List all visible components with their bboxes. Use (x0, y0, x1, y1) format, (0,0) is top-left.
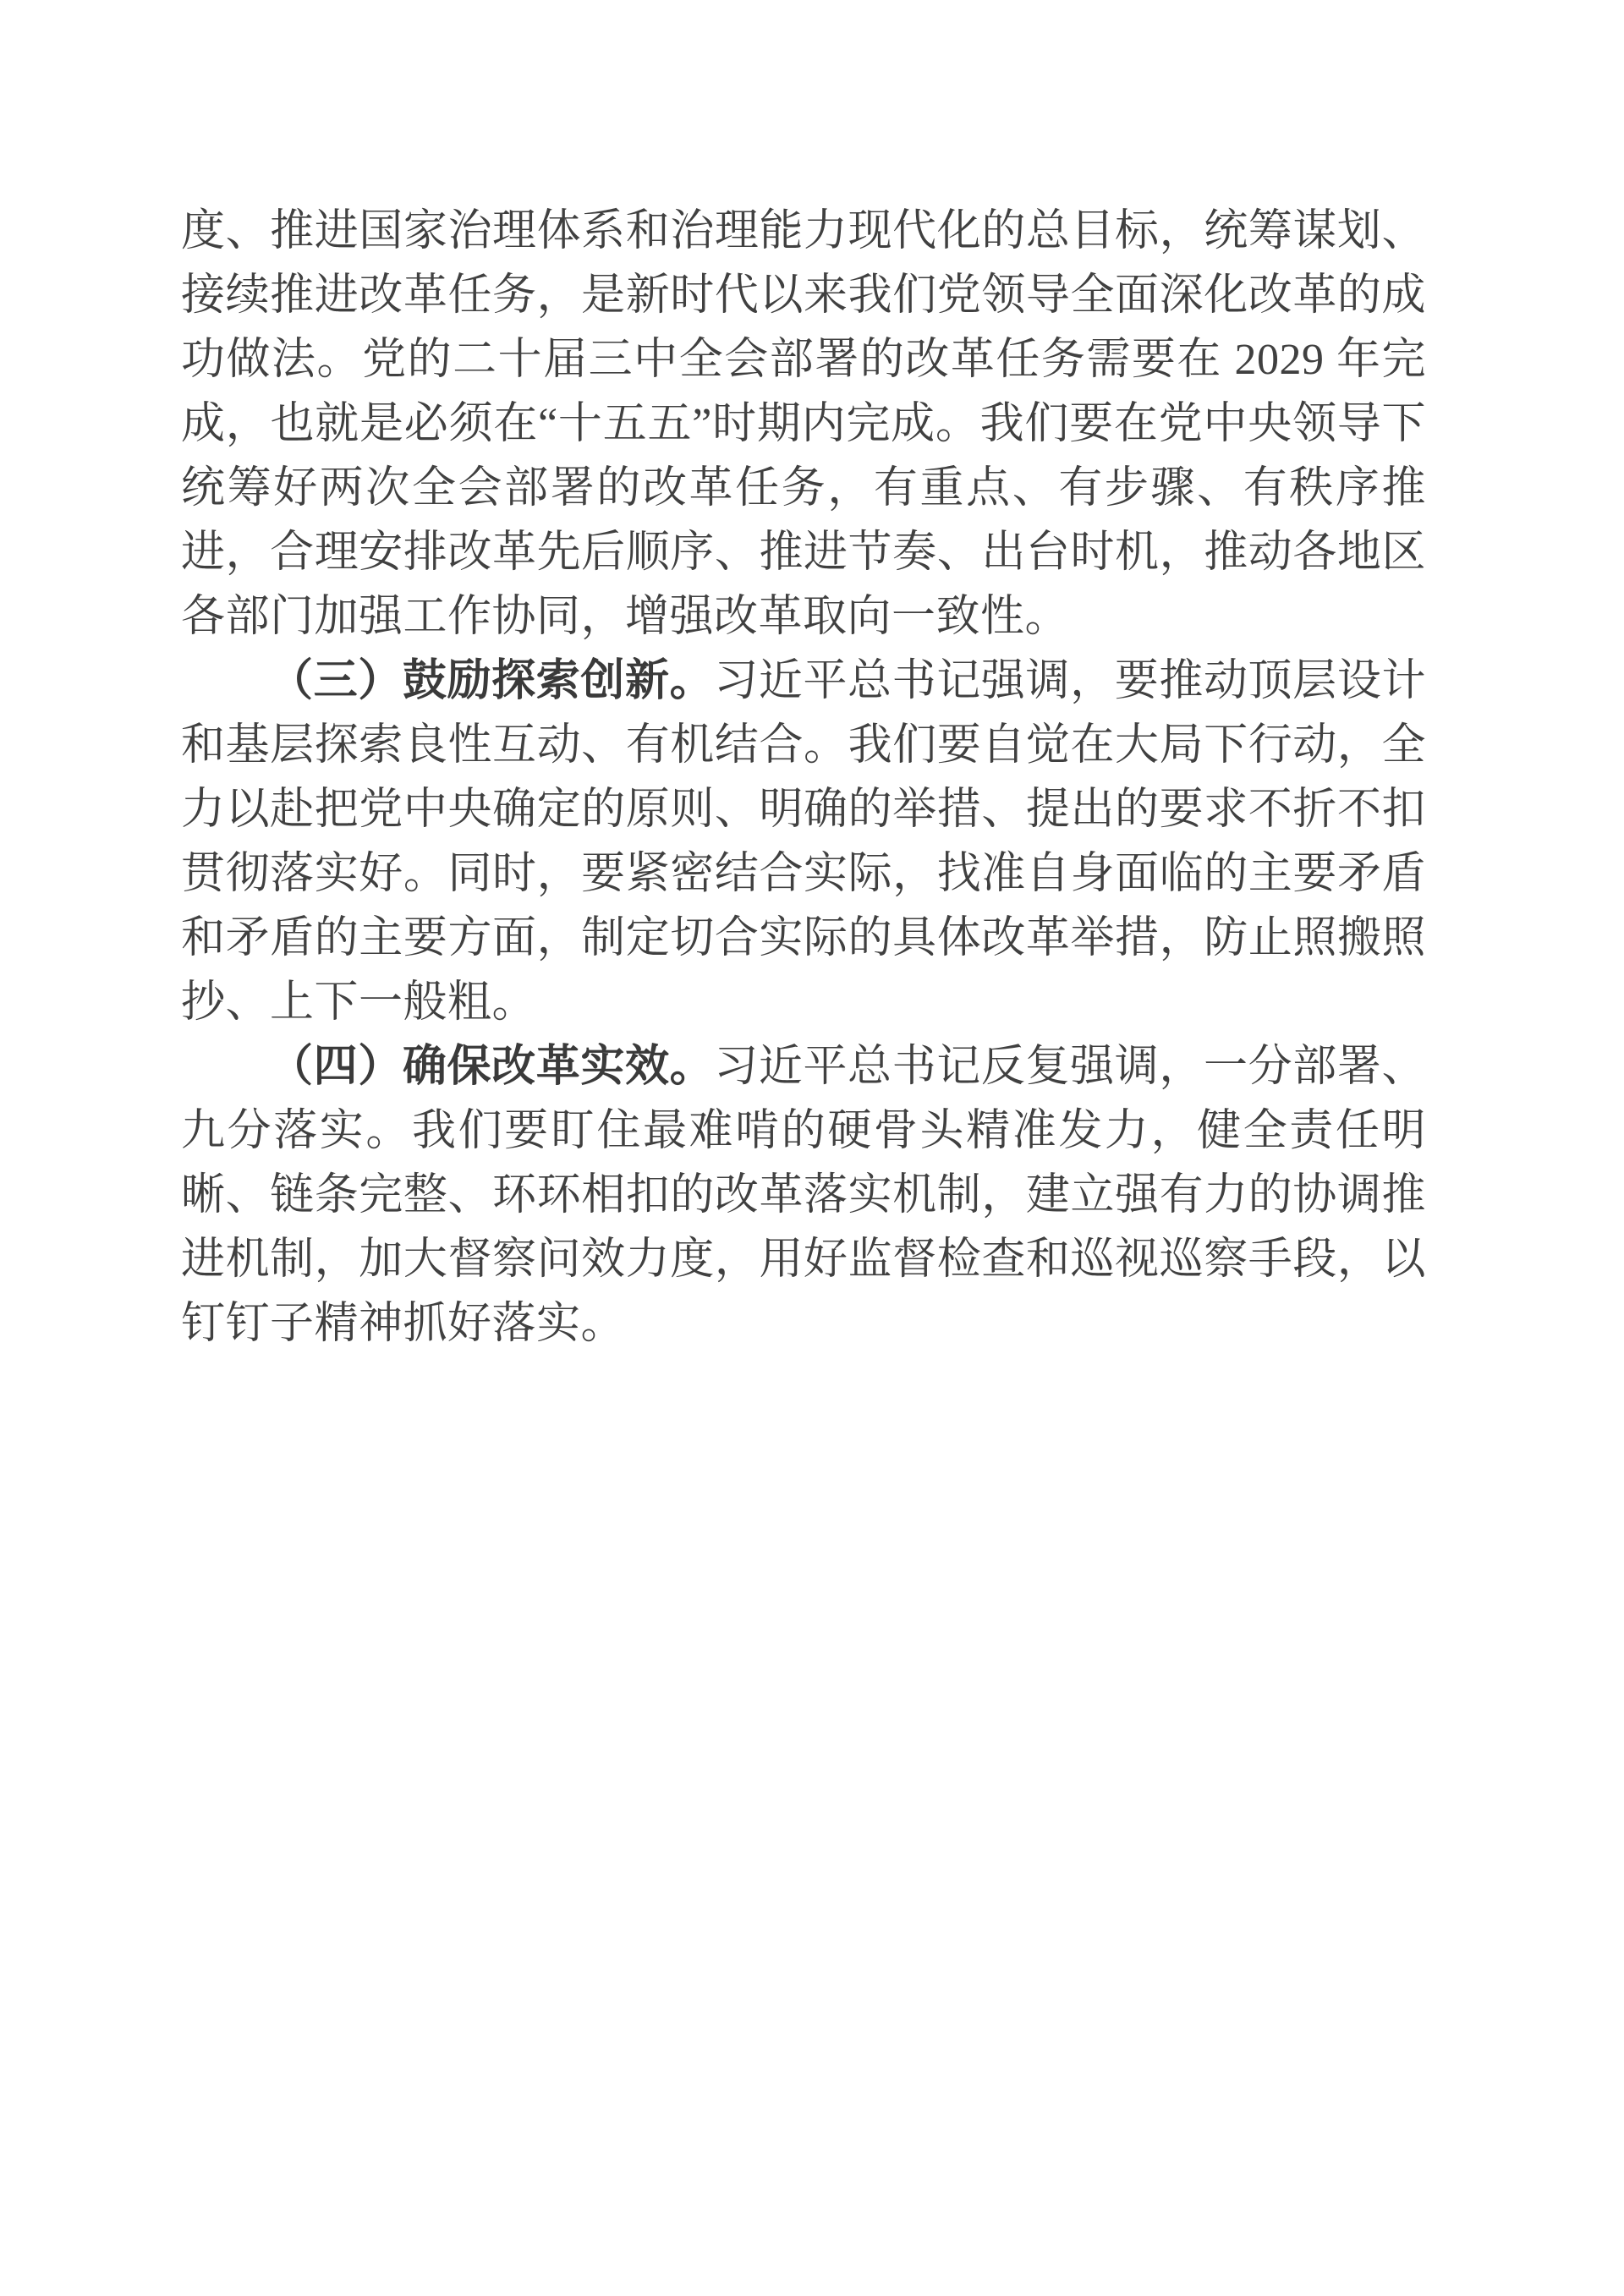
document-text-block (181, 200, 1426, 1356)
section-heading-bold: （四）确保改革实效。 (269, 1043, 715, 1091)
section-heading-bold: （三）鼓励探索创新。 (269, 657, 715, 705)
paragraph-continuation (181, 200, 1426, 649)
paragraph-text: 度、推进国家治理体系和治理能力现代化的总目标，统筹谋划、接续推进改革任务，是新时代以来我们党领导全面深化改革的成功做法。党的二十届三中全会部署的改革任务需要在 2029 年完成，也就是必须在“十五五”时期内完成。我们要在党中央领导下统筹好两次全会部署的改革任务，有重点、有步骤、有秩序推进，合理安排改革先后顺序、推进节奏、出台时机，推动各地区各部门加强工作协同，增强改革取向一致性。 (181, 207, 1426, 641)
paragraph-text: 习近平总书记强调，要推动顶层设计和基层探索良性互动、有机结合。我们要自觉在大局下行动，全力以赴把党中央确定的原则、明确的举措、提出的要求不折不扣贯彻落实好。同时，要紧密结合实际，找准自身面临的主要矛盾和矛盾的主要方面，制定切合实际的具体改革举措，防止照搬照抄、上下一般粗。 (181, 657, 1426, 1027)
paragraph-section-4 (181, 1035, 1426, 1356)
paragraph-section-3 (181, 649, 1426, 1035)
paragraph-text: 习近平总书记反复强调，一分部署、九分落实。我们要盯住最难啃的硬骨头精准发力，健全责任明晰、链条完整、环环相扣的改革落实机制，建立强有力的协调推进机制，加大督察问效力度，用好监督检查和巡视巡察手段，以钉钉子精神抓好落实。 (181, 1043, 1426, 1348)
